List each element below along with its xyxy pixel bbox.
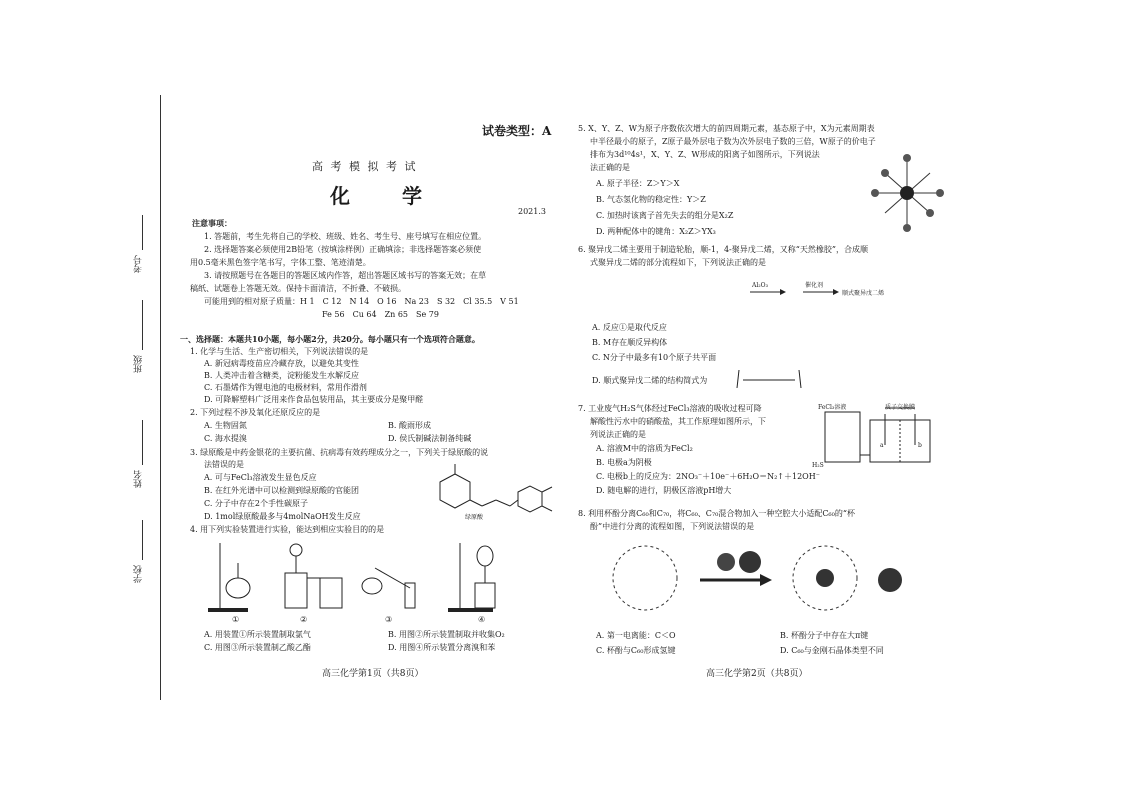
subject-title: 化 学 <box>330 184 438 208</box>
q6-stem-2: 式聚异戊二烯的部分流程如下，下列说法正确的是 <box>590 258 766 267</box>
q4-fig-1: ① <box>232 615 240 624</box>
q8-option-c[interactable]: C. 杯酚与C₆₀形成氢键 <box>596 646 676 655</box>
q1-option-b[interactable]: B. 人类冲击着含糖类，淀粉能发生水解反应 <box>204 371 359 380</box>
q3-option-d[interactable]: D. 1mol绿原酸最多与4molNaOH发生反应 <box>204 512 361 521</box>
q6-stem-1: 6. 聚异戊二烯主要用于制造轮胎，顺-1，4-聚异戊二烯，又称“天然橡胶”，合成顺 <box>578 245 868 254</box>
q5-complex-ion-figure <box>860 148 955 238</box>
q4-option-d[interactable]: D. 用图④所示装置分离溴和苯 <box>388 643 496 652</box>
q2-option-a[interactable]: A. 生物固氮 <box>204 421 247 430</box>
q6-reagent-2: 催化剂 <box>805 282 824 289</box>
q7-option-b[interactable]: B. 电极a为阴极 <box>596 458 652 467</box>
q4-option-c[interactable]: C. 用图③所示装置制乙酸乙酯 <box>204 643 311 652</box>
q3-stem-2: 法错误的是 <box>204 460 244 469</box>
exam-no-label: 考号 <box>134 255 144 273</box>
q8-option-d[interactable]: D. C₆₀与金刚石晶体类型不同 <box>780 646 884 655</box>
q3-option-c[interactable]: C. 分子中存在2个手性碳原子 <box>204 499 309 508</box>
q8-option-a[interactable]: A. 第一电离能：C＜O <box>596 631 676 640</box>
q2-option-d[interactable]: D. 侯氏制碱法制备纯碱 <box>388 434 472 443</box>
note-2b: 用0.5毫米黑色签字笔书写，字体工整、笔迹清楚。 <box>190 258 371 267</box>
q7-fig-fecl3: FeCl₃溶液 <box>818 404 847 411</box>
q7-fig-b: b <box>918 442 922 449</box>
q6-option-c[interactable]: C. N分子中最多有10个原子共平面 <box>592 353 717 362</box>
q4-option-a[interactable]: A. 用装置①所示装置制取氯气 <box>204 630 311 639</box>
name-label: 姓名 <box>134 470 144 488</box>
school-line <box>142 520 143 560</box>
paper-type: 试卷类型：A <box>482 124 552 138</box>
q8-option-b[interactable]: B. 杯酚分子中存在大π键 <box>780 631 869 640</box>
exam-date: 2021.3 <box>518 207 546 216</box>
q6-option-b[interactable]: B. M存在顺反异构体 <box>592 338 668 347</box>
q6-polymer-structure <box>735 368 815 390</box>
atomic-mass-1: 可能用到的相对原子质量：H 1 C 12 N 14 O 16 Na 23 S 32 Cl 35.5 V 51 <box>204 297 519 306</box>
q2-stem: 2. 下列过程不涉及氧化还原反应的是 <box>190 408 321 417</box>
q7-stem-3: 列说法正确的是 <box>590 430 646 439</box>
q7-option-c[interactable]: C. 电极b上的反应为：2NO₃⁻＋10e⁻＋6H₂O＝N₂↑＋12OH⁻ <box>596 472 820 481</box>
q5-option-a[interactable]: A. 原子半径：Z＞Y＞X <box>596 179 680 188</box>
note-3: 3. 请按照题号在各题目的答题区域内作答，超出答题区域书写的答案无效；在草 <box>204 271 487 280</box>
q6-product: 顺式聚异戊二烯 <box>842 290 885 297</box>
binding-line <box>160 95 161 700</box>
q7-stem-1: 7. 工业废气H₂S气体经过FeCl₃溶液的吸收过程可降 <box>578 404 762 413</box>
q3-stem: 3. 绿原酸是中药金银花的主要抗菌、抗病毒有效药理成分之一，下列关于绿原酸的说 <box>190 448 489 457</box>
q1-stem: 1. 化学与生活、生产密切相关，下列说法错误的是 <box>190 347 369 356</box>
note-3b: 稿纸、试题卷上答题无效。保持卡面清洁，不折叠、不破损。 <box>190 284 406 293</box>
q6-option-d[interactable]: D. 顺式聚异戊二烯的结构简式为 <box>592 376 708 385</box>
q5-stem-1: 5. X、Y、Z、W为原子序数依次增大的前四周期元素，基态原子中，X为元素周期表 <box>578 124 875 133</box>
q1-option-c[interactable]: C. 石墨烯作为锂电池的电极材料，常用作滑剂 <box>204 383 367 392</box>
q6-reagent-1: Al₂O₃ <box>752 282 768 289</box>
class-line <box>142 300 143 350</box>
q5-stem-3: 排布为3d¹⁰4s¹，X、Y、Z、W形成的阳离子如图所示，下列说法 <box>590 150 820 159</box>
q5-option-c[interactable]: C. 加热时该离子首先失去的组分是X₂Z <box>596 211 734 220</box>
q3-option-b[interactable]: B. 在红外光谱中可以检测到绿原酸的官能团 <box>204 486 359 495</box>
q7-option-d[interactable]: D. 随电解的进行，阴极区溶液pH增大 <box>596 486 732 495</box>
exam-title: 高 考 模 拟 考 试 <box>312 160 418 173</box>
class-label: 班级 <box>134 355 144 373</box>
q5-option-b[interactable]: B. 气态氢化物的稳定性：Y＞Z <box>596 195 706 204</box>
q5-stem-2: 中半径最小的原子，Z原子最外层电子数为次外层电子数的三倍，W原子的价电子 <box>590 137 876 146</box>
q7-fig-h2s: H₂S <box>812 462 824 469</box>
q8-stem-2: 酚”中进行分离的流程如图，下列说法错误的是 <box>590 522 755 531</box>
q2-option-b[interactable]: B. 酸雨形成 <box>388 421 431 430</box>
q4-option-b[interactable]: B. 用图②所示装置制取并收集O₂ <box>388 630 505 639</box>
note-2: 2. 选择题答案必须使用2B铅笔（按填涂样例）正确填涂；非选择题答案必须使 <box>204 245 482 254</box>
q5-stem-4: 法正确的是 <box>590 163 630 172</box>
q7-fig-membrane: 质子交换膜 <box>885 404 916 411</box>
q1-option-a[interactable]: A. 新冠病毒疫苗应冷藏存放，以避免其变性 <box>204 359 359 368</box>
footer-left: 高三化学第1页（共8页） <box>322 669 424 679</box>
q2-option-c[interactable]: C. 海水提溴 <box>204 434 247 443</box>
q3-fig-label: 绿原酸 <box>465 514 484 521</box>
q3-option-a[interactable]: A. 可与FeCl₃溶液发生显色反应 <box>204 473 317 482</box>
section1-heading: 一、选择题：本题共10小题，每小题2分，共20分。每小题只有一个选项符合题意。 <box>180 334 480 344</box>
note-1: 1. 答题前，考生先将自己的学校、班级、姓名、考生号、座号填写在相应位置。 <box>204 232 487 241</box>
exam-no-line <box>142 215 143 250</box>
q4-apparatus-figure <box>200 538 550 618</box>
name-line <box>142 420 143 465</box>
q7-option-a[interactable]: A. 溶液M中的溶质为FeCl₂ <box>596 444 693 453</box>
q7-fig-a: a <box>880 442 884 449</box>
q4-fig-2: ② <box>300 615 308 624</box>
q6-option-a[interactable]: A. 反应①是取代反应 <box>592 323 667 332</box>
q5-option-d[interactable]: D. 两种配体中的键角：X₂Z＞YX₃ <box>596 227 716 236</box>
q1-option-d[interactable]: D. 可降解塑料广泛用来作食品包装用品，其主要成分是聚甲醛 <box>204 395 424 404</box>
school-label: 学校 <box>134 565 144 583</box>
q7-stem-2: 解酸性污水中的硝酸盐，其工作原理如图所示，下 <box>590 417 766 426</box>
notes-title: 注意事项： <box>192 218 232 228</box>
q8-stem-1: 8. 利用杯酚分离C₆₀和C₇₀，将C₆₀、C₇₀混合物加入一种空腔大小适配C₆₀的“杯 <box>578 509 855 518</box>
q8-calixarene-figure <box>600 540 920 615</box>
q4-fig-4: ④ <box>478 615 486 624</box>
footer-right: 高三化学第2页（共8页） <box>706 669 808 679</box>
chlorogenic-acid-structure <box>420 462 560 522</box>
atomic-mass-2: Fe 56 Cu 64 Zn 65 Se 79 <box>322 310 439 319</box>
q4-fig-3: ③ <box>385 615 393 624</box>
q4-stem: 4. 用下列实验装置进行实验，能达到相应实验目的的是 <box>190 525 385 534</box>
